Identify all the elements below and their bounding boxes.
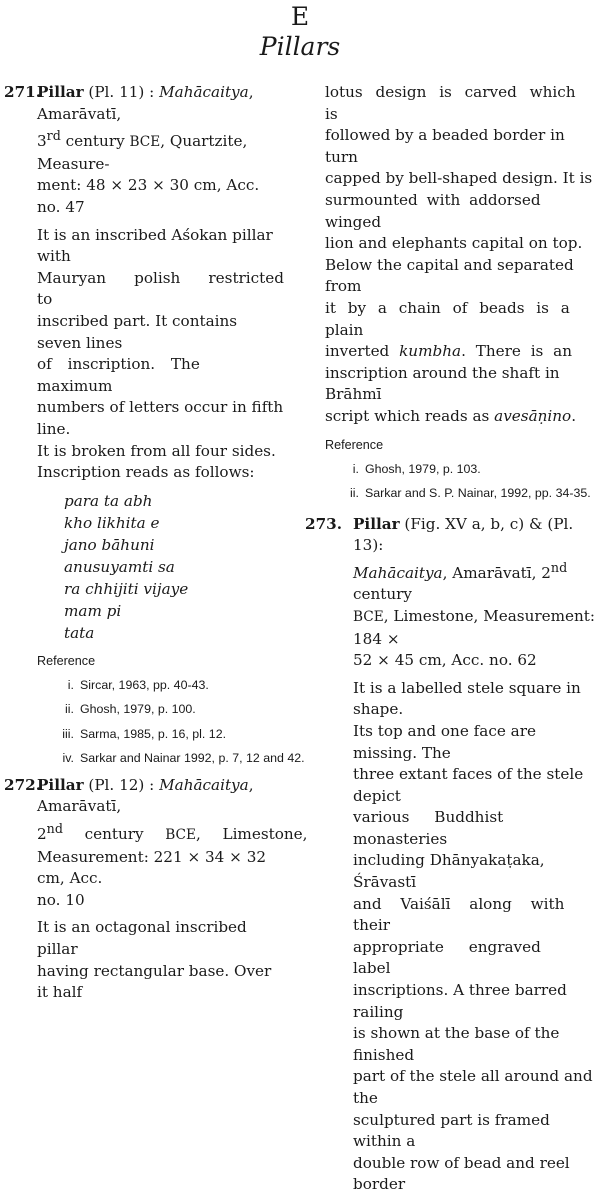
entry-272-bce: BCE — [165, 827, 196, 843]
entry-272-cont-line: surmounted with addorsed winged — [325, 190, 541, 231]
entry-272-script-text: script which reads as — [325, 406, 495, 425]
inscription-line: kho likhita e — [64, 513, 160, 532]
entry-273-description — [353, 678, 598, 1196]
entry-271-desc-line: Inscription reads as follows: — [37, 463, 255, 482]
entry-271-site: Mahācaitya — [159, 83, 249, 101]
entry-272-material: , Limestone, — [196, 825, 308, 843]
entry-273-name: Pillar — [353, 514, 400, 533]
entry-271-desc-line: of inscription. The maximum — [37, 355, 200, 395]
entry-273-desc-line: is shown at the base of the finished — [353, 1024, 560, 1064]
reference-item — [4, 722, 284, 747]
entry-273-site: Mahācaitya — [353, 563, 443, 582]
entry-272-century-word: century — [62, 825, 166, 843]
entry-273-century-word: century — [353, 585, 412, 604]
entry-271-location: , Amarāvatī, — [37, 83, 254, 123]
right-column — [305, 82, 598, 1196]
inscription-line: anusuyamti sa — [64, 557, 175, 576]
entry-271-century-word: century — [60, 132, 130, 151]
entry-271-number: 271. — [4, 83, 41, 101]
entry-273-line-2 — [353, 557, 598, 606]
entry-271-line-2 — [37, 125, 284, 175]
entry-273-bce: BCE — [353, 608, 384, 625]
entry-271-material: , Quartzite, Measure- — [37, 132, 248, 173]
inscription-line: tata — [64, 623, 95, 642]
left-column — [4, 82, 308, 1004]
entry-272-inscription-word: avesāṇino — [494, 406, 572, 425]
entry-272-desc-line: It is an octagonal inscribed pillar — [37, 918, 247, 958]
entry-273-desc-line: including Dhānyakaṭaka, Śrāvastī — [353, 851, 545, 892]
entry-272-period: . — [571, 406, 577, 425]
entry-271-heading — [4, 82, 284, 219]
entry-271-line-1 — [37, 82, 284, 125]
entry-272-name: Pillar — [37, 775, 84, 794]
entry-273-heading — [305, 514, 598, 672]
entry-273-desc-line: Its top and one face are missing. The — [353, 721, 536, 762]
entry-273-desc-line: sculptured part is framed within a — [353, 1110, 550, 1151]
reference-item — [305, 457, 598, 482]
entry-272-cont-line: inscription around the shaft in Brāhmī — [325, 363, 560, 404]
entry-271-reference-label: Reference — [37, 653, 96, 668]
reference-text: Sarkar and Nainar 1992, p. 7, 12 and 42. — [80, 751, 305, 766]
entry-271-century-sup: rd — [46, 128, 61, 144]
entry-272-description-continued — [325, 82, 598, 428]
entry-272-cont-line: capped by bell-shaped design. It is — [325, 169, 593, 188]
entry-272-kumbha-term: kumbha — [399, 342, 462, 361]
section-title: Pillars — [259, 32, 341, 61]
inscription-line: ra chhijiti vijaye — [64, 579, 189, 598]
entry-273-desc-line: It is a labelled stele square in shape. — [353, 678, 581, 719]
entry-273-desc-line: appropriate engraved label — [353, 937, 541, 978]
entry-272-reference-list — [305, 457, 598, 506]
entry-272-reference-label: Reference — [325, 437, 384, 452]
section-letter: E — [290, 2, 310, 31]
reference-item — [4, 673, 284, 698]
entry-273-line-4: 52 × 45 cm, Acc. no. 62 — [353, 651, 537, 670]
entry-272-site: Mahācaitya — [159, 775, 249, 794]
inscription-line: mam pi — [64, 601, 122, 620]
entry-271-desc-line: It is broken from all four sides. — [37, 441, 276, 460]
entry-271-line-3: ment: 48 × 23 × 30 cm, Acc. no. 47 — [37, 176, 260, 217]
entry-272-desc-line: having rectangular base. Over it half — [37, 961, 272, 1002]
entry-271-desc-line: It is an inscribed Aśokan pillar with — [37, 225, 273, 266]
entry-272-century-sup: nd — [46, 820, 63, 836]
entry-271-desc-line: Mauryan polish restricted to — [37, 268, 284, 309]
reference-number: i. — [67, 677, 74, 692]
entry-271-desc-line: numbers of letters occur in fifth line. — [37, 398, 284, 438]
entry-272-line-2 — [37, 818, 308, 847]
entry-272-century-num: 2 — [37, 825, 47, 843]
entry-272-cont-line — [325, 341, 598, 363]
entry-271-reference-list — [4, 673, 305, 771]
entry-271-desc-line: inscribed part. It contains seven lines — [37, 312, 238, 352]
entry-272-cont-line: lotus design is carved which is — [325, 83, 576, 123]
entry-273-desc-line: double row of bead and reel border — [353, 1153, 570, 1194]
entry-272-cont-line: it by a chain of beads is a plain — [325, 298, 570, 339]
entry-273-number: 273. — [305, 514, 342, 533]
entry-272-number: 272. — [4, 775, 41, 794]
entry-272-description — [37, 917, 284, 1003]
entry-273-desc-line: part of the stele all around and the — [353, 1067, 593, 1107]
entry-273-desc-line: inscriptions. A three barred railing — [353, 981, 567, 1021]
entry-272-location: , Amarāvatī, — [37, 775, 254, 816]
entry-272-cont-line: lion and elephants capital on top. — [325, 234, 583, 253]
entry-273-material: , Limestone, Measurement: 184 × — [353, 606, 596, 648]
entry-271-inscription — [64, 490, 284, 644]
reference-item — [4, 746, 305, 771]
entry-272-inverted-text: inverted — [325, 342, 400, 361]
reference-number: i. — [352, 461, 359, 476]
entry-273-line-3 — [353, 606, 598, 650]
reference-number: iii. — [62, 726, 74, 741]
entry-272-heading — [4, 775, 308, 912]
entry-273-century-sup: nd — [550, 559, 568, 575]
entry-272-line-3: Measurement: 221 × 34 × 32 cm, Acc. — [37, 847, 267, 888]
reference-number: ii. — [65, 702, 74, 717]
reference-text: Sarkar and S. P. Nainar, 1992, pp. 34-35. — [365, 486, 591, 500]
entry-273-desc-line: various Buddhist monasteries — [353, 808, 504, 848]
reference-number: ii. — [350, 486, 359, 500]
entry-273-desc-line: three extant faces of the stele depict — [353, 765, 584, 805]
inscription-line: para ta abh — [64, 491, 153, 510]
entry-273-location: , Amarāvatī, 2 — [442, 563, 551, 582]
reference-text: Ghosh, 1979, p. 103. — [365, 461, 481, 476]
entry-273-figure-plate: (Fig. XV a, b, c) & (Pl. 13): — [353, 514, 574, 555]
entry-271-plate: (Pl. 11) : — [83, 83, 160, 101]
reference-text: Ghosh, 1979, p. 100. — [80, 702, 196, 717]
reference-text: Sircar, 1963, pp. 40-43. — [80, 677, 209, 692]
reference-item — [305, 481, 598, 506]
entry-272-cont-line: Below the capital and separated from — [325, 255, 574, 296]
entry-272-plate: (Pl. 12) : — [83, 775, 160, 794]
entry-271-century-num: 3 — [37, 132, 47, 151]
entry-272-cont-line — [325, 406, 598, 428]
reference-item — [4, 697, 284, 722]
entry-271-description — [37, 225, 284, 484]
entry-273-desc-line: and Vaiśālī along with their — [353, 894, 565, 935]
inscription-line: jano bāhuni — [64, 535, 155, 554]
entry-271-bce: BCE — [129, 134, 161, 151]
entry-272-line-1 — [37, 775, 284, 818]
entry-272-line-4: no. 10 — [37, 890, 85, 909]
entry-272-after-kumbha: . There is an — [461, 342, 573, 361]
reference-number: iv. — [62, 751, 74, 766]
reference-text: Sarma, 1985, p. 16, pl. 12. — [80, 726, 227, 741]
entry-272-cont-line: followed by a beaded border in turn — [325, 126, 565, 166]
entry-273-line-1 — [353, 514, 598, 557]
entry-271-name: Pillar — [37, 83, 84, 101]
